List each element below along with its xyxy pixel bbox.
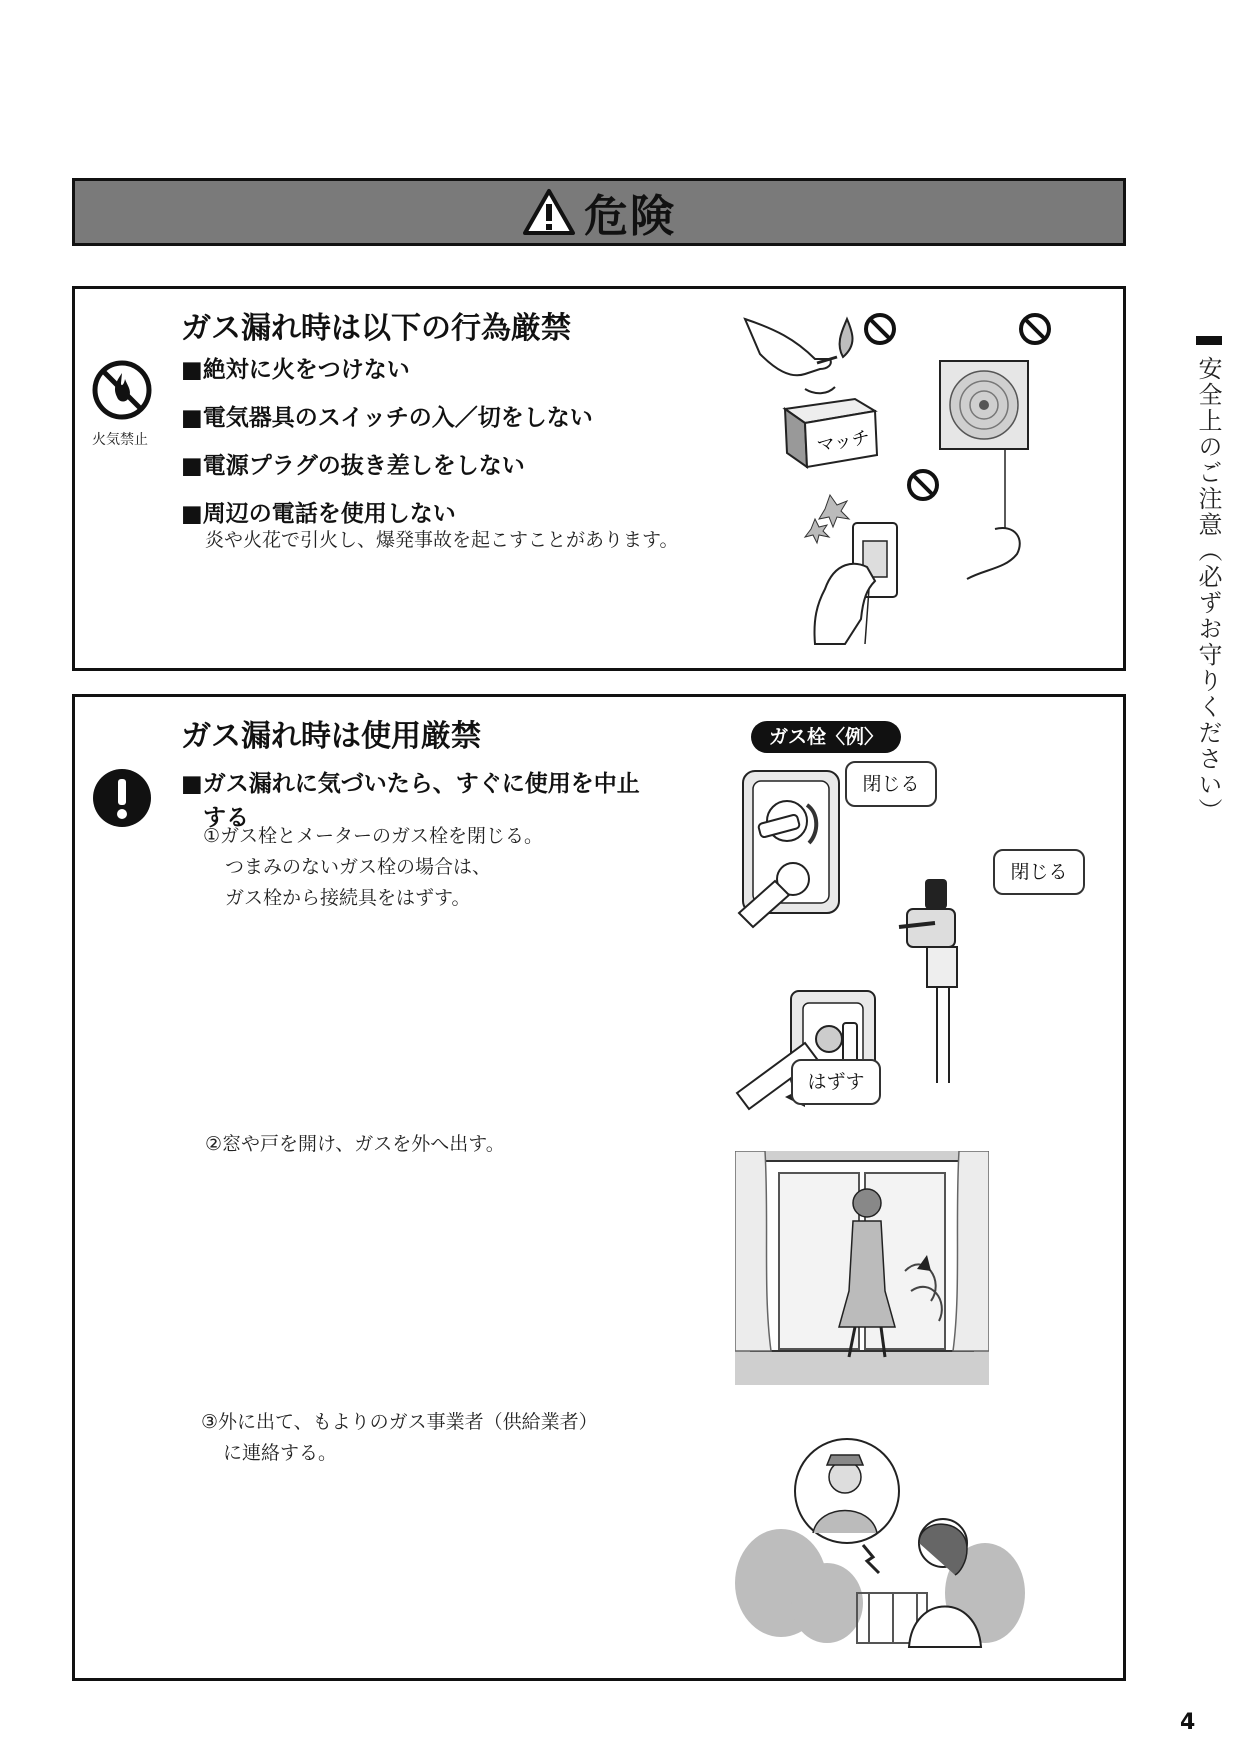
prohibition-icon (909, 471, 937, 499)
section-no-actions (72, 286, 1126, 671)
side-tab-marker (1196, 336, 1222, 345)
bullet-no-switch: ■電気器具のスイッチの入／切をしない (181, 405, 593, 431)
gas-tap-label: ガス栓〈例〉 (751, 721, 901, 753)
phone-call-illustration (727, 1433, 1027, 1649)
no-fire-label: 火気禁止 (92, 432, 148, 448)
gas-tap-illustration (735, 763, 1075, 1123)
no-fire-icon (91, 359, 153, 421)
callout-close-2: 閉じる (993, 849, 1085, 895)
open-window-illustration (735, 1151, 989, 1385)
bullet-stop-use-line1: ■ガス漏れに気づいたら、すぐに使用を中止 (181, 771, 640, 797)
step1-line1: ①ガス栓とメーターのガス栓を閉じる。 (203, 825, 544, 847)
bullet-stop-use-line2: する (203, 805, 249, 831)
section1-note: 炎や火花で引火し、爆発事故を起こすことがあります。 (205, 529, 679, 551)
callout-remove: はずす (791, 1059, 881, 1105)
section1-title: ガス漏れ時は以下の行為厳禁 (181, 311, 571, 346)
callout-close-1: 閉じる (845, 761, 937, 807)
step1-line2: つまみのないガス栓の場合は、 (225, 856, 492, 878)
step1-line3: ガス栓から接続具をはずす。 (225, 887, 471, 909)
step3-line1: ③外に出て、もよりのガス事業者（供給業者） (201, 1411, 598, 1433)
banner-title: 危険 (584, 191, 676, 242)
prohibition-icon (866, 315, 894, 343)
page-number: 4 (1180, 1710, 1196, 1735)
bullet-no-phone: ■周辺の電話を使用しない (181, 501, 456, 527)
prohibition-icon (1021, 315, 1049, 343)
danger-banner (72, 178, 1126, 246)
warning-triangle-icon (522, 188, 576, 236)
bullet-no-plug: ■電源プラグの抜き差しをしない (181, 453, 525, 479)
section2-title: ガス漏れ時は使用厳禁 (181, 719, 481, 754)
mandatory-action-icon (91, 767, 153, 829)
section-stop-use (72, 694, 1126, 1681)
step3-line2: に連絡する。 (223, 1442, 338, 1464)
side-tab-label: 安全上のご注意（必ずお守りください） (1194, 356, 1222, 824)
match-box-label: マッチ (815, 427, 872, 457)
step2-text: ②窓や戸を開け、ガスを外へ出す。 (205, 1133, 505, 1155)
bullet-no-fire: ■絶対に火をつけない (181, 357, 410, 383)
no-ignition-illustration (735, 299, 1115, 659)
